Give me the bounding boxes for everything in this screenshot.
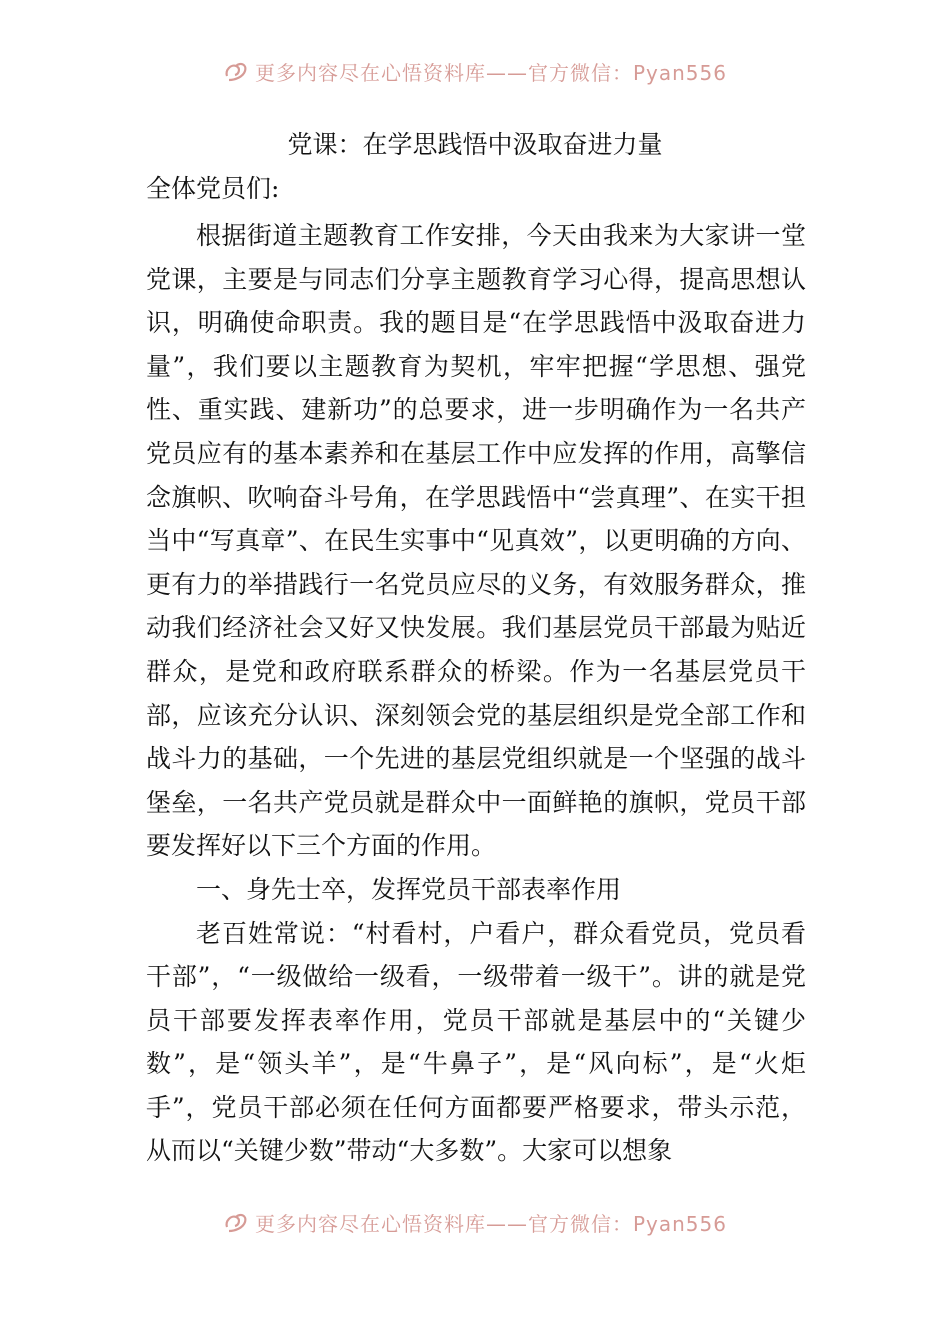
paragraph: 根据街道主题教育工作安排，今天由我来为大家讲一堂党课，主要是与同志们分享主题教育学习心得，提高思想认识，明确使命职责。我的题目是“在学思践悟中汲取奋进力量”，我们要以主题教育为契机，牢牢把握“学思想、强党性、重实践、建新功”的总要求，进一步明确作为一名共产党员应有的基本素养和在基层工作中应发挥的作用，高擎信念旗帜、吹响奋斗号角，在学思践悟中“尝真理”、在实干担当中“写真章”、在民生实事中“见真效”，以更明确的方向、更有力的举措践行一名党员应尽的义务，有效服务群众，推动我们经济社会又好又快发展。我们基层党员干部最为贴近群众，是党和政府联系群众的桥梁。作为一名基层党员干部，应该充分认识、深刻领会党的基层组织是党全部工作和战斗力的基础，一个先进的基层党组织就是一个坚强的战斗堡垒，一名共产党员就是群众中一面鲜艳的旗帜，党员干部要发挥好以下三个方面的作用。 <box>146 221 806 861</box>
watermark-footer <box>0 1205 950 1239</box>
section-heading: 一、身先士卒，发挥党员干部表率作用 <box>196 874 622 904</box>
paragraph: 老百姓常说：“村看村，户看户，群众看党员，党员看干部”，“一级做给一级看，一级带着一级干”。讲的就是党员干部要发挥表率作用，党员干部就是基层中的“关键少数”，是“领头羊”，是“牛鼻子”，是“风向标”，是“火炬手”，党员干部必须在任何方面都要严格要求，带头示范，从而以“关键少数”带动“大多数”。大家可以想象 <box>146 918 806 1166</box>
brand-logo-icon <box>223 1211 249 1233</box>
watermark-text: 更多内容尽在心悟资料库——官方微信：Pyan556 <box>254 1211 727 1236</box>
salutation: 全体党员们: <box>146 174 280 203</box>
watermark-text: 更多内容尽在心悟资料库——官方微信：Pyan556 <box>254 60 727 85</box>
watermark-header <box>0 54 950 88</box>
brand-logo-icon <box>223 60 249 82</box>
document-body <box>146 214 806 1173</box>
document-title: 党课：在学思践悟中汲取奋进力量 <box>287 130 663 159</box>
